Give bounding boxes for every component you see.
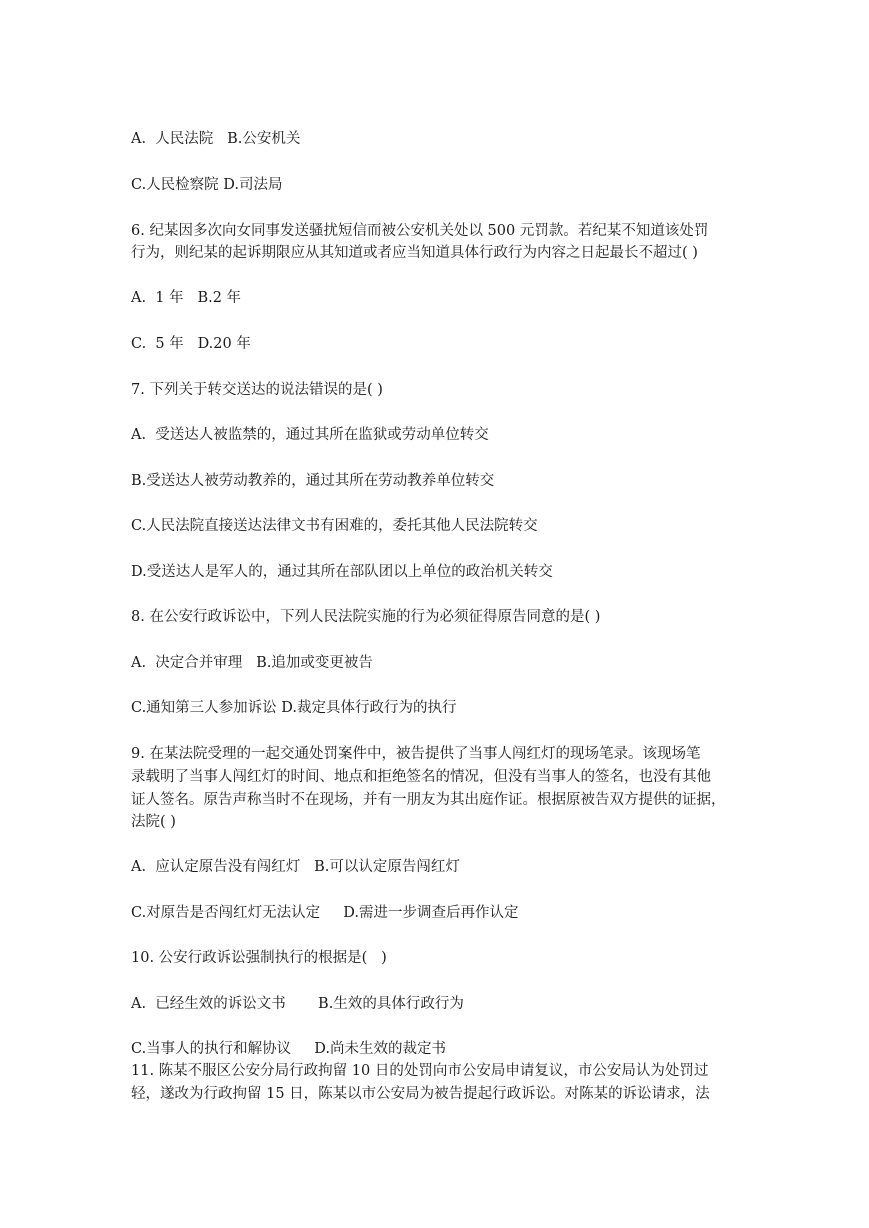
option-q7-c: C.人民法院直接送达法律文书有困难的，委托其他人民法院转交 xyxy=(131,518,538,534)
option-line-q10-cd: C.当事人的执行和解协议 D.尚未生效的裁定书 xyxy=(131,1041,446,1057)
option-line-q5-ab: A. 人民法院 B.公安机关 xyxy=(131,131,301,147)
option-line-q6-cd: C. 5 年 D.20 年 xyxy=(131,336,251,352)
question-11-line-1: 11. 陈某不服区公安分局行政拘留 10 日的处罚向市公安局申请复议，市公安局认为处罚过 xyxy=(131,1063,709,1079)
option-line-q5-cd: C.人民检察院 D.司法局 xyxy=(131,177,283,193)
option-q7-b: B.受送达人被劳动教养的，通过其所在劳动教养单位转交 xyxy=(131,473,495,489)
question-6-line-1: 6. 纪某因多次向女同事发送骚扰短信而被公安机关处以 500 元罚款。若纪某不知道该处罚 xyxy=(131,223,709,239)
question-9-line-2: 录载明了当事人闯红灯的时间、地点和拒绝签名的情况，但没有当事人的签名，也没有其他 xyxy=(131,769,711,785)
option-line-q9-ab: A. 应认定原告没有闯红灯 B.可以认定原告闯红灯 xyxy=(131,859,460,875)
option-line-q10-ab: A. 已经生效的诉讼文书 B.生效的具体行政行为 xyxy=(131,996,464,1012)
question-9-line-3: 证人签名。原告声称当时不在现场，并有一朋友为其出庭作证。根据原被告双方提供的证据， xyxy=(131,792,726,808)
question-10: 10. 公安行政诉讼强制执行的根据是( ) xyxy=(131,950,387,966)
option-line-q8-ab: A. 决定合并审理 B.追加或变更被告 xyxy=(131,655,373,671)
question-9-line-1: 9. 在某法院受理的一起交通处罚案件中，被告提供了当事人闯红灯的现场笔录。该现场笔 xyxy=(131,746,701,762)
option-line-q9-cd: C.对原告是否闯红灯无法认定 D.需进一步调查后再作认定 xyxy=(131,905,519,921)
option-q7-d: D.受送达人是军人的，通过其所在部队团以上单位的政治机关转交 xyxy=(131,564,553,580)
question-6-line-2: 行为，则纪某的起诉期限应从其知道或者应当知道具体行政行为内容之日起最长不超过( ) xyxy=(131,245,698,261)
option-line-q8-cd: C.通知第三人参加诉讼 D.裁定具体行政行为的执行 xyxy=(131,700,457,716)
question-9-line-4: 法院( ) xyxy=(131,814,176,830)
question-11-line-2: 轻，遂改为行政拘留 15 日，陈某以市公安局为被告提起行政诉讼。对陈某的诉讼请求，法 xyxy=(131,1086,710,1102)
question-8: 8. 在公安行政诉讼中，下列人民法院实施的行为必须征得原告同意的是( ) xyxy=(131,609,601,625)
question-7: 7. 下列关于转交送达的说法错误的是( ) xyxy=(131,382,383,398)
option-line-q6-ab: A. 1 年 B.2 年 xyxy=(131,290,242,306)
option-q7-a: A. 受送达人被监禁的，通过其所在监狱或劳动单位转交 xyxy=(131,427,489,443)
